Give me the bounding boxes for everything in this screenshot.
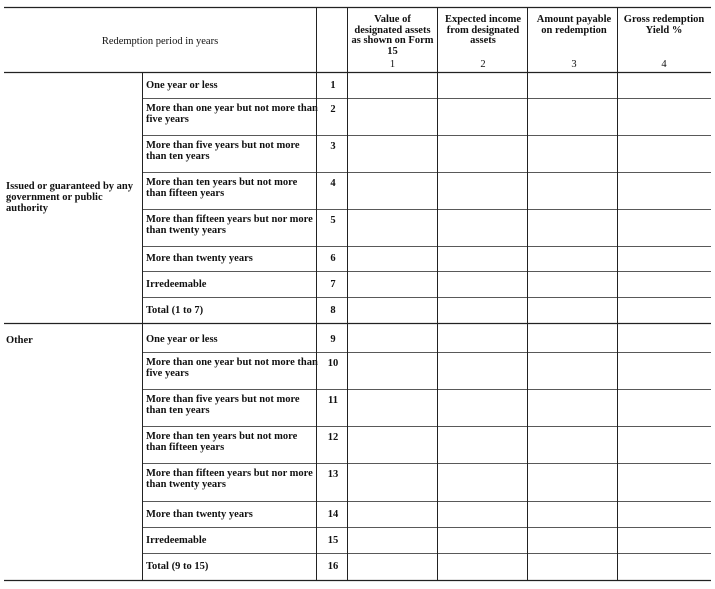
row-line-number: 10: [327, 358, 339, 369]
row-line-number: 8: [330, 305, 336, 316]
row-label: One year or less: [146, 80, 218, 91]
row-label: More than five years but not more than ten years: [146, 394, 300, 416]
row-line-number: 15: [327, 535, 339, 546]
row-label: More than five years but not more than ten years: [146, 140, 300, 162]
row-label: More than fifteen years but nor more than twenty years: [146, 214, 313, 236]
row-label: More than one year but not more than five years: [146, 357, 318, 379]
group-label-government: Issued or guaranteed by any government or public authority: [6, 181, 133, 214]
row-line-number: 14: [327, 509, 339, 520]
row-line-number: 16: [327, 561, 339, 572]
row-line-number: 3: [330, 141, 336, 152]
row-label: Irredeemable: [146, 279, 207, 290]
row-label: Irredeemable: [146, 535, 207, 546]
row-line-number: 12: [327, 432, 339, 443]
row-line-number: 5: [330, 215, 336, 226]
row-label: More than ten years but not more than fifteen years: [146, 177, 298, 199]
row-label: One year or less: [146, 334, 218, 345]
row-label: More than one year but not more than five years: [146, 103, 318, 125]
column-header-2: Expected income from designated assets: [444, 14, 522, 46]
column-number-2: 2: [480, 59, 486, 70]
row-line-number: 2: [330, 104, 336, 115]
row-line-number: 7: [330, 279, 336, 290]
row-line-number: 13: [327, 469, 339, 480]
row-line-number: 6: [330, 253, 336, 264]
column-number-4: 4: [661, 59, 667, 70]
column-header-3: Amount payable on redemption: [536, 14, 612, 36]
column-number-1: 1: [389, 59, 396, 70]
column-number-3: 3: [571, 59, 577, 70]
row-label: Total (9 to 15): [146, 561, 209, 572]
row-label: More than ten years but not more than fifteen years: [146, 431, 298, 453]
column-header-1: Value of designated assets as shown on Form 15: [351, 14, 434, 57]
row-line-number: 4: [330, 178, 336, 189]
row-label: More than twenty years: [146, 509, 253, 520]
row-line-number: 11: [328, 395, 338, 406]
row-line-number: 9: [330, 334, 336, 345]
row-label: More than fifteen years but nor more than twenty years: [146, 468, 313, 490]
row-label: Total (1 to 7): [146, 305, 204, 316]
row-label: More than twenty years: [146, 253, 253, 264]
column-header-4: Gross redemption Yield %: [623, 14, 705, 36]
period-header: Redemption period in years: [101, 36, 219, 47]
group-label-other: Other: [6, 335, 33, 346]
row-line-number: 1: [330, 80, 336, 91]
